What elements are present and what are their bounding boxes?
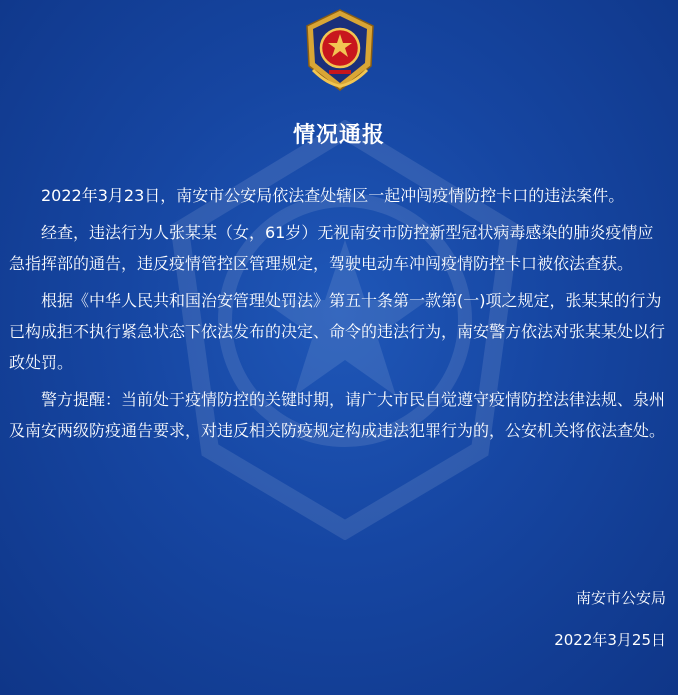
police-emblem-icon xyxy=(299,8,381,92)
notice-title: 情况通报 xyxy=(292,123,385,148)
paragraph-investigation: 经查，违法行为人张某某（女，61岁）无视南安市防控新型冠状病毒感染的肺炎疫情应急指挥部的通告，违反疫情管控区管理规定，驾驶电动车冲闯疫情防控卡口被依法查获。 xyxy=(9,223,654,273)
signature-block xyxy=(554,585,666,669)
issue-date: 2022年3月25日 xyxy=(554,631,666,649)
issuer-name: 南安市公安局 xyxy=(575,589,666,607)
paragraph-incident: 2022年3月23日，南安市公安局依法查处辖区一起冲闯疫情防控卡口的违法案件。 xyxy=(41,186,625,205)
paragraph-police-reminder: 警方提醒：当前处于疫情防控的关键时期，请广大市民自觉遵守疫情防控法律法规、泉州及南安两级防疫通告要求，对违反相关防疫规定构成违法犯罪行为的，公安机关将依法查处。 xyxy=(9,390,666,440)
notice-body xyxy=(9,180,669,452)
paragraph-legal-basis: 根据《中华人民共和国治安管理处罚法》第五十条第一款第(一)项之规定，张某某的行为已构成拒不执行紧急状态下依法发布的决定、命令的违法行为，南安警方依法对张某某处以行政处罚。 xyxy=(9,291,666,372)
